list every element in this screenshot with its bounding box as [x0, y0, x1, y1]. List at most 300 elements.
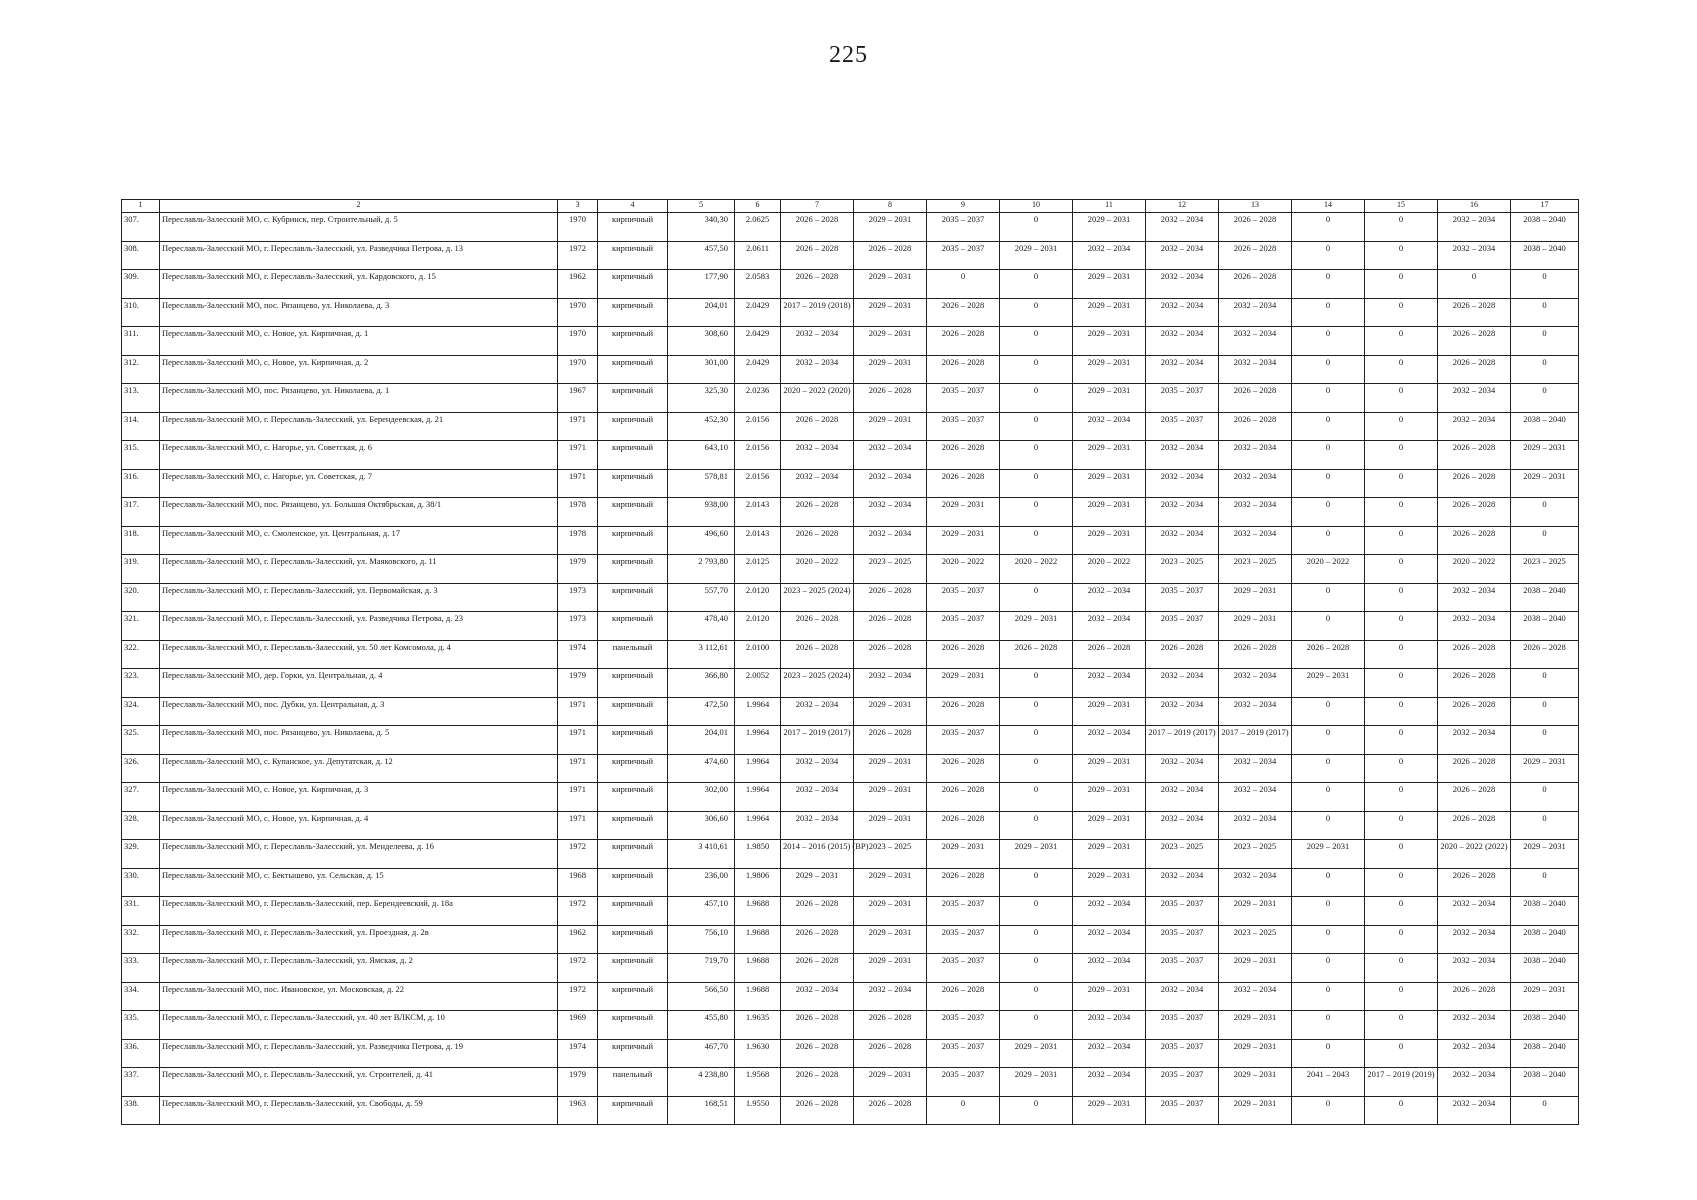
cell-period-14: 0: [1292, 355, 1365, 384]
cell-period-16: 2026 – 2028: [1438, 697, 1511, 726]
cell-period-16: 2026 – 2028: [1438, 811, 1511, 840]
cell-wall-material: кирпичный: [598, 754, 668, 783]
cell-period-14: 0: [1292, 897, 1365, 926]
cell-wall-material: панельный: [598, 640, 668, 669]
cell-address: Переславль-Залесский МО, с. Новое, ул. Кирпичная, д. 3: [160, 783, 558, 812]
cell-row-number: 311.: [122, 327, 160, 356]
cell-period-15: 0: [1365, 925, 1438, 954]
cell-rating: 1.9964: [735, 697, 781, 726]
cell-period-14: 0: [1292, 1011, 1365, 1040]
cell-area: 496,60: [668, 526, 735, 555]
cell-address: Переславль-Залесский МО, г. Переславль-Залесский, ул. Кардовского, д. 15: [160, 270, 558, 299]
cell-year-built: 1971: [558, 754, 598, 783]
cell-period-11: 2029 – 2031: [1073, 355, 1146, 384]
cell-period-8: 2029 – 2031: [854, 1068, 927, 1097]
table-row: [122, 1039, 1579, 1068]
cell-period-15: 0: [1365, 669, 1438, 698]
cell-area: 457,50: [668, 241, 735, 270]
cell-period-15: 0: [1365, 526, 1438, 555]
cell-period-13: 2032 – 2034: [1219, 697, 1292, 726]
cell-area: 168,51: [668, 1096, 735, 1125]
cell-address: Переславль-Залесский МО, пос. Рязанцево, ул. Николаева, д. 1: [160, 384, 558, 413]
cell-period-15: 0: [1365, 583, 1438, 612]
table-row: [122, 270, 1579, 299]
table-row: [122, 583, 1579, 612]
cell-period-17: 0: [1511, 726, 1579, 755]
cell-period-10: 0: [1000, 754, 1073, 783]
cell-period-10: 0: [1000, 441, 1073, 470]
cell-period-9: 2026 – 2028: [927, 982, 1000, 1011]
cell-period-16: 2032 – 2034: [1438, 1039, 1511, 1068]
cell-period-17: 0: [1511, 811, 1579, 840]
cell-period-10: 0: [1000, 270, 1073, 299]
cell-area: 366,80: [668, 669, 735, 698]
cell-period-17: 2038 – 2040: [1511, 925, 1579, 954]
cell-area: 643,10: [668, 441, 735, 470]
cell-rating: 1.9550: [735, 1096, 781, 1125]
cell-period-8: 2029 – 2031: [854, 868, 927, 897]
cell-period-9: 2035 – 2037: [927, 612, 1000, 641]
table-row: [122, 783, 1579, 812]
cell-period-13: 2032 – 2034: [1219, 783, 1292, 812]
cell-rating: 2.0100: [735, 640, 781, 669]
cell-year-built: 1973: [558, 583, 598, 612]
cell-address: Переславль-Залесский МО, г. Переславль-Залесский, ул. Первомайская, д. 3: [160, 583, 558, 612]
column-header-11: 11: [1073, 200, 1146, 213]
cell-period-8: 2029 – 2031: [854, 954, 927, 983]
cell-wall-material: кирпичный: [598, 213, 668, 242]
cell-period-8: 2029 – 2031: [854, 754, 927, 783]
cell-period-11: 2029 – 2031: [1073, 840, 1146, 869]
cell-period-9: 2026 – 2028: [927, 355, 1000, 384]
cell-address: Переславль-Залесский МО, с. Новое, ул. Кирпичная, д. 4: [160, 811, 558, 840]
cell-period-10: 0: [1000, 583, 1073, 612]
cell-period-15: 2017 – 2019 (2019): [1365, 1068, 1438, 1097]
cell-period-8: 2029 – 2031: [854, 213, 927, 242]
cell-period-9: 2035 – 2037: [927, 384, 1000, 413]
cell-period-14: 2041 – 2043: [1292, 1068, 1365, 1097]
cell-period-11: 2029 – 2031: [1073, 811, 1146, 840]
cell-period-17: 2038 – 2040: [1511, 583, 1579, 612]
cell-year-built: 1963: [558, 1096, 598, 1125]
cell-period-13: 2032 – 2034: [1219, 669, 1292, 698]
cell-period-9: 2035 – 2037: [927, 1039, 1000, 1068]
cell-period-8: 2032 – 2034: [854, 441, 927, 470]
cell-period-9: 2026 – 2028: [927, 469, 1000, 498]
cell-period-14: 0: [1292, 583, 1365, 612]
cell-row-number: 313.: [122, 384, 160, 413]
cell-period-10: 0: [1000, 412, 1073, 441]
cell-address: Переславль-Залесский МО, пос. Дубки, ул. Центральная, д. 3: [160, 697, 558, 726]
cell-address: Переславль-Залесский МО, г. Переславль-Залесский, ул. Разведчика Петрова, д. 23: [160, 612, 558, 641]
column-header-12: 12: [1146, 200, 1219, 213]
cell-period-13: 2029 – 2031: [1219, 583, 1292, 612]
table-row: [122, 526, 1579, 555]
cell-period-7: 2026 – 2028: [781, 412, 854, 441]
cell-period-13: 2029 – 2031: [1219, 954, 1292, 983]
cell-period-17: 2038 – 2040: [1511, 954, 1579, 983]
cell-area: 472,50: [668, 697, 735, 726]
column-header-14: 14: [1292, 200, 1365, 213]
cell-period-10: 0: [1000, 669, 1073, 698]
cell-period-16: 2032 – 2034: [1438, 1096, 1511, 1125]
cell-period-13: 2026 – 2028: [1219, 241, 1292, 270]
cell-rating: 2.0052: [735, 669, 781, 698]
cell-period-9: 2035 – 2037: [927, 925, 1000, 954]
cell-period-10: 0: [1000, 327, 1073, 356]
cell-period-12: 2017 – 2019 (2017): [1146, 726, 1219, 755]
cell-period-7: 2017 – 2019 (2018): [781, 298, 854, 327]
table-header: [122, 200, 1579, 213]
table-row: [122, 1011, 1579, 1040]
cell-period-12: 2032 – 2034: [1146, 270, 1219, 299]
table-row: [122, 469, 1579, 498]
column-header-13: 13: [1219, 200, 1292, 213]
cell-period-10: 0: [1000, 925, 1073, 954]
cell-period-12: 2035 – 2037: [1146, 925, 1219, 954]
cell-period-12: 2035 – 2037: [1146, 1096, 1219, 1125]
cell-period-12: 2032 – 2034: [1146, 469, 1219, 498]
table-row: [122, 726, 1579, 755]
cell-period-9: 0: [927, 270, 1000, 299]
cell-period-16: 2020 – 2022 (2022): [1438, 840, 1511, 869]
cell-address: Переславль-Залесский МО, с. Нагорье, ул. Советская, д. 6: [160, 441, 558, 470]
cell-row-number: 325.: [122, 726, 160, 755]
cell-year-built: 1979: [558, 669, 598, 698]
capital-repair-schedule-table: [121, 199, 1579, 1125]
cell-period-15: 0: [1365, 954, 1438, 983]
cell-period-16: 2026 – 2028: [1438, 754, 1511, 783]
cell-period-7: 2023 – 2025 (2024): [781, 669, 854, 698]
cell-row-number: 316.: [122, 469, 160, 498]
cell-row-number: 318.: [122, 526, 160, 555]
cell-period-7: 2032 – 2034: [781, 469, 854, 498]
column-header-6: 6: [735, 200, 781, 213]
cell-rating: 2.0429: [735, 355, 781, 384]
cell-period-9: 2035 – 2037: [927, 1011, 1000, 1040]
cell-period-9: 2026 – 2028: [927, 327, 1000, 356]
cell-year-built: 1978: [558, 526, 598, 555]
cell-year-built: 1971: [558, 441, 598, 470]
cell-period-14: 0: [1292, 925, 1365, 954]
cell-period-11: 2029 – 2031: [1073, 384, 1146, 413]
cell-year-built: 1962: [558, 925, 598, 954]
cell-period-13: 2029 – 2031: [1219, 1039, 1292, 1068]
cell-period-7: 2032 – 2034: [781, 783, 854, 812]
cell-address: Переславль-Залесский МО, пос. Рязанцево, ул. Большая Октябрьская, д. 38/1: [160, 498, 558, 527]
cell-row-number: 319.: [122, 555, 160, 584]
cell-period-16: 2032 – 2034: [1438, 384, 1511, 413]
cell-period-12: 2032 – 2034: [1146, 811, 1219, 840]
cell-period-12: 2035 – 2037: [1146, 1011, 1219, 1040]
cell-period-11: 2032 – 2034: [1073, 241, 1146, 270]
cell-period-17: 2038 – 2040: [1511, 1011, 1579, 1040]
cell-row-number: 331.: [122, 897, 160, 926]
cell-period-14: 0: [1292, 327, 1365, 356]
cell-rating: 1.9688: [735, 982, 781, 1011]
cell-address: Переславль-Залесский МО, г. Переславль-Залесский, ул. Менделеева, д. 16: [160, 840, 558, 869]
cell-period-13: 2032 – 2034: [1219, 868, 1292, 897]
cell-period-15: 0: [1365, 982, 1438, 1011]
cell-period-13: 2029 – 2031: [1219, 612, 1292, 641]
cell-period-13: 2032 – 2034: [1219, 298, 1292, 327]
cell-period-7: 2026 – 2028: [781, 1011, 854, 1040]
cell-period-10: 0: [1000, 897, 1073, 926]
cell-period-15: 0: [1365, 1039, 1438, 1068]
cell-rating: 2.0120: [735, 583, 781, 612]
cell-period-11: 2026 – 2028: [1073, 640, 1146, 669]
cell-period-12: 2035 – 2037: [1146, 384, 1219, 413]
cell-rating: 2.0143: [735, 526, 781, 555]
cell-period-7: 2026 – 2028: [781, 954, 854, 983]
cell-period-16: 2026 – 2028: [1438, 640, 1511, 669]
cell-period-11: 2020 – 2022: [1073, 555, 1146, 584]
cell-period-13: 2023 – 2025: [1219, 555, 1292, 584]
cell-period-11: 2032 – 2034: [1073, 726, 1146, 755]
cell-period-10: 0: [1000, 783, 1073, 812]
cell-period-16: 2026 – 2028: [1438, 669, 1511, 698]
cell-period-10: 0: [1000, 213, 1073, 242]
cell-period-10: 2029 – 2031: [1000, 241, 1073, 270]
cell-period-8: 2026 – 2028: [854, 640, 927, 669]
cell-period-17: 0: [1511, 783, 1579, 812]
cell-period-17: 2026 – 2028: [1511, 640, 1579, 669]
cell-area: 236,00: [668, 868, 735, 897]
cell-period-9: 2026 – 2028: [927, 754, 1000, 783]
cell-wall-material: кирпичный: [598, 868, 668, 897]
cell-rating: 2.0625: [735, 213, 781, 242]
cell-period-7: 2032 – 2034: [781, 697, 854, 726]
cell-rating: 1.9806: [735, 868, 781, 897]
cell-row-number: 337.: [122, 1068, 160, 1097]
cell-period-9: 2029 – 2031: [927, 498, 1000, 527]
cell-area: 340,30: [668, 213, 735, 242]
cell-period-11: 2032 – 2034: [1073, 1039, 1146, 1068]
cell-period-16: 2026 – 2028: [1438, 783, 1511, 812]
cell-wall-material: кирпичный: [598, 783, 668, 812]
cell-period-8: 2029 – 2031: [854, 327, 927, 356]
table-row: [122, 498, 1579, 527]
cell-period-11: 2029 – 2031: [1073, 754, 1146, 783]
cell-period-7: 2026 – 2028: [781, 526, 854, 555]
cell-period-13: 2023 – 2025: [1219, 925, 1292, 954]
cell-row-number: 332.: [122, 925, 160, 954]
cell-area: 3 410,61: [668, 840, 735, 869]
cell-wall-material: кирпичный: [598, 925, 668, 954]
cell-address: Переславль-Залесский МО, с. Кубринск, пер. Строительный, д. 5: [160, 213, 558, 242]
cell-period-10: 0: [1000, 498, 1073, 527]
cell-period-15: 0: [1365, 498, 1438, 527]
cell-year-built: 1972: [558, 897, 598, 926]
cell-row-number: 309.: [122, 270, 160, 299]
cell-area: 177,90: [668, 270, 735, 299]
cell-period-10: 2029 – 2031: [1000, 1068, 1073, 1097]
cell-period-17: 0: [1511, 697, 1579, 726]
cell-period-12: 2023 – 2025: [1146, 555, 1219, 584]
cell-row-number: 327.: [122, 783, 160, 812]
cell-period-14: 0: [1292, 726, 1365, 755]
cell-wall-material: кирпичный: [598, 327, 668, 356]
cell-period-17: 2038 – 2040: [1511, 412, 1579, 441]
cell-wall-material: кирпичный: [598, 555, 668, 584]
cell-period-10: 2029 – 2031: [1000, 612, 1073, 641]
cell-year-built: 1971: [558, 697, 598, 726]
cell-wall-material: кирпичный: [598, 441, 668, 470]
cell-period-9: 2035 – 2037: [927, 583, 1000, 612]
cell-address: Переславль-Залесский МО, с. Бектышево, ул. Сельская, д. 15: [160, 868, 558, 897]
cell-period-14: 0: [1292, 441, 1365, 470]
cell-period-9: 2035 – 2037: [927, 241, 1000, 270]
cell-area: 474,60: [668, 754, 735, 783]
cell-rating: 2.0156: [735, 412, 781, 441]
cell-period-11: 2029 – 2031: [1073, 441, 1146, 470]
cell-period-17: 2029 – 2031: [1511, 441, 1579, 470]
cell-period-15: 0: [1365, 469, 1438, 498]
column-header-16: 16: [1438, 200, 1511, 213]
cell-period-8: 2026 – 2028: [854, 1096, 927, 1125]
cell-year-built: 1974: [558, 1039, 598, 1068]
cell-period-14: 0: [1292, 754, 1365, 783]
cell-period-10: 2029 – 2031: [1000, 840, 1073, 869]
cell-period-16: 0: [1438, 270, 1511, 299]
cell-address: Переславль-Залесский МО, пос. Рязанцево, ул. Николаева, д. 5: [160, 726, 558, 755]
cell-address: Переславль-Залесский МО, г. Переславль-Залесский, ул. Разведчика Петрова, д. 13: [160, 241, 558, 270]
cell-period-15: 0: [1365, 1011, 1438, 1040]
cell-rating: 1.9688: [735, 897, 781, 926]
cell-year-built: 1972: [558, 241, 598, 270]
cell-period-16: 2026 – 2028: [1438, 298, 1511, 327]
cell-period-7: 2026 – 2028: [781, 640, 854, 669]
column-header-1: 1: [122, 200, 160, 213]
cell-period-7: 2032 – 2034: [781, 811, 854, 840]
column-header-4: 4: [598, 200, 668, 213]
cell-address: Переславль-Залесский МО, г. Переславль-Залесский, пер. Берендеевский, д. 18а: [160, 897, 558, 926]
cell-period-8: 2029 – 2031: [854, 897, 927, 926]
cell-period-15: 0: [1365, 327, 1438, 356]
cell-period-10: 0: [1000, 697, 1073, 726]
column-header-5: 5: [668, 200, 735, 213]
cell-period-12: 2035 – 2037: [1146, 612, 1219, 641]
cell-rating: 1.9568: [735, 1068, 781, 1097]
cell-year-built: 1970: [558, 213, 598, 242]
cell-period-7: 2020 – 2022 (2020): [781, 384, 854, 413]
cell-period-13: 2026 – 2028: [1219, 213, 1292, 242]
cell-period-11: 2029 – 2031: [1073, 298, 1146, 327]
cell-year-built: 1974: [558, 640, 598, 669]
cell-period-14: 0: [1292, 498, 1365, 527]
table-row: [122, 868, 1579, 897]
cell-period-14: 2029 – 2031: [1292, 840, 1365, 869]
cell-period-12: 2032 – 2034: [1146, 868, 1219, 897]
cell-wall-material: кирпичный: [598, 897, 668, 926]
column-header-2: 2: [160, 200, 558, 213]
cell-period-9: 2026 – 2028: [927, 697, 1000, 726]
cell-period-10: 0: [1000, 469, 1073, 498]
cell-area: 478,40: [668, 612, 735, 641]
cell-period-9: 2026 – 2028: [927, 298, 1000, 327]
cell-period-12: 2032 – 2034: [1146, 754, 1219, 783]
cell-period-15: 0: [1365, 612, 1438, 641]
cell-period-13: 2026 – 2028: [1219, 270, 1292, 299]
cell-period-15: 0: [1365, 697, 1438, 726]
cell-period-15: 0: [1365, 270, 1438, 299]
table-row: [122, 213, 1579, 242]
cell-period-13: 2029 – 2031: [1219, 897, 1292, 926]
cell-period-17: 0: [1511, 868, 1579, 897]
cell-period-13: 2026 – 2028: [1219, 412, 1292, 441]
cell-period-7: 2017 – 2019 (2017): [781, 726, 854, 755]
cell-address: Переславль-Залесский МО, г. Переславль-Залесский, ул. Ямская, д. 2: [160, 954, 558, 983]
cell-rating: 1.9964: [735, 811, 781, 840]
cell-rating: 2.0120: [735, 612, 781, 641]
cell-period-7: 2026 – 2028: [781, 1068, 854, 1097]
cell-period-8: 2029 – 2031: [854, 697, 927, 726]
table-row: [122, 241, 1579, 270]
cell-period-10: 2026 – 2028: [1000, 640, 1073, 669]
cell-period-13: 2032 – 2034: [1219, 526, 1292, 555]
cell-area: 756,10: [668, 925, 735, 954]
cell-period-7: 2032 – 2034: [781, 355, 854, 384]
cell-year-built: 1972: [558, 954, 598, 983]
table-row: [122, 355, 1579, 384]
cell-period-8: 2029 – 2031: [854, 270, 927, 299]
cell-wall-material: кирпичный: [598, 469, 668, 498]
cell-period-17: 2038 – 2040: [1511, 1039, 1579, 1068]
cell-area: 3 112,61: [668, 640, 735, 669]
cell-period-15: 0: [1365, 840, 1438, 869]
cell-period-14: 0: [1292, 982, 1365, 1011]
cell-period-12: 2032 – 2034: [1146, 982, 1219, 1011]
cell-wall-material: кирпичный: [598, 298, 668, 327]
cell-period-13: 2032 – 2034: [1219, 441, 1292, 470]
cell-period-16: 2026 – 2028: [1438, 441, 1511, 470]
cell-period-7: 2026 – 2028: [781, 241, 854, 270]
cell-period-11: 2029 – 2031: [1073, 270, 1146, 299]
cell-rating: 1.9688: [735, 954, 781, 983]
cell-period-11: 2029 – 2031: [1073, 498, 1146, 527]
cell-period-13: 2017 – 2019 (2017): [1219, 726, 1292, 755]
cell-area: 452,30: [668, 412, 735, 441]
cell-area: 302,00: [668, 783, 735, 812]
cell-period-12: 2026 – 2028: [1146, 640, 1219, 669]
cell-period-16: 2026 – 2028: [1438, 327, 1511, 356]
cell-period-9: 2029 – 2031: [927, 526, 1000, 555]
cell-period-8: 2023 – 2025: [854, 840, 927, 869]
cell-period-9: 2026 – 2028: [927, 811, 1000, 840]
cell-period-8: 2032 – 2034: [854, 669, 927, 698]
table-row: [122, 697, 1579, 726]
cell-period-11: 2029 – 2031: [1073, 697, 1146, 726]
table-row: [122, 811, 1579, 840]
cell-period-12: 2032 – 2034: [1146, 783, 1219, 812]
cell-period-14: 0: [1292, 868, 1365, 897]
cell-year-built: 1978: [558, 498, 598, 527]
cell-period-16: 2032 – 2034: [1438, 1011, 1511, 1040]
cell-period-17: 0: [1511, 270, 1579, 299]
cell-period-11: 2029 – 2031: [1073, 469, 1146, 498]
cell-period-10: 2020 – 2022: [1000, 555, 1073, 584]
cell-period-8: 2026 – 2028: [854, 1011, 927, 1040]
cell-period-9: 2029 – 2031: [927, 840, 1000, 869]
cell-area: 566,50: [668, 982, 735, 1011]
cell-period-9: 2029 – 2031: [927, 669, 1000, 698]
table-row: [122, 1068, 1579, 1097]
table-row: [122, 1096, 1579, 1125]
cell-row-number: 314.: [122, 412, 160, 441]
cell-period-10: 0: [1000, 355, 1073, 384]
cell-period-7: 2026 – 2028: [781, 925, 854, 954]
cell-row-number: 312.: [122, 355, 160, 384]
